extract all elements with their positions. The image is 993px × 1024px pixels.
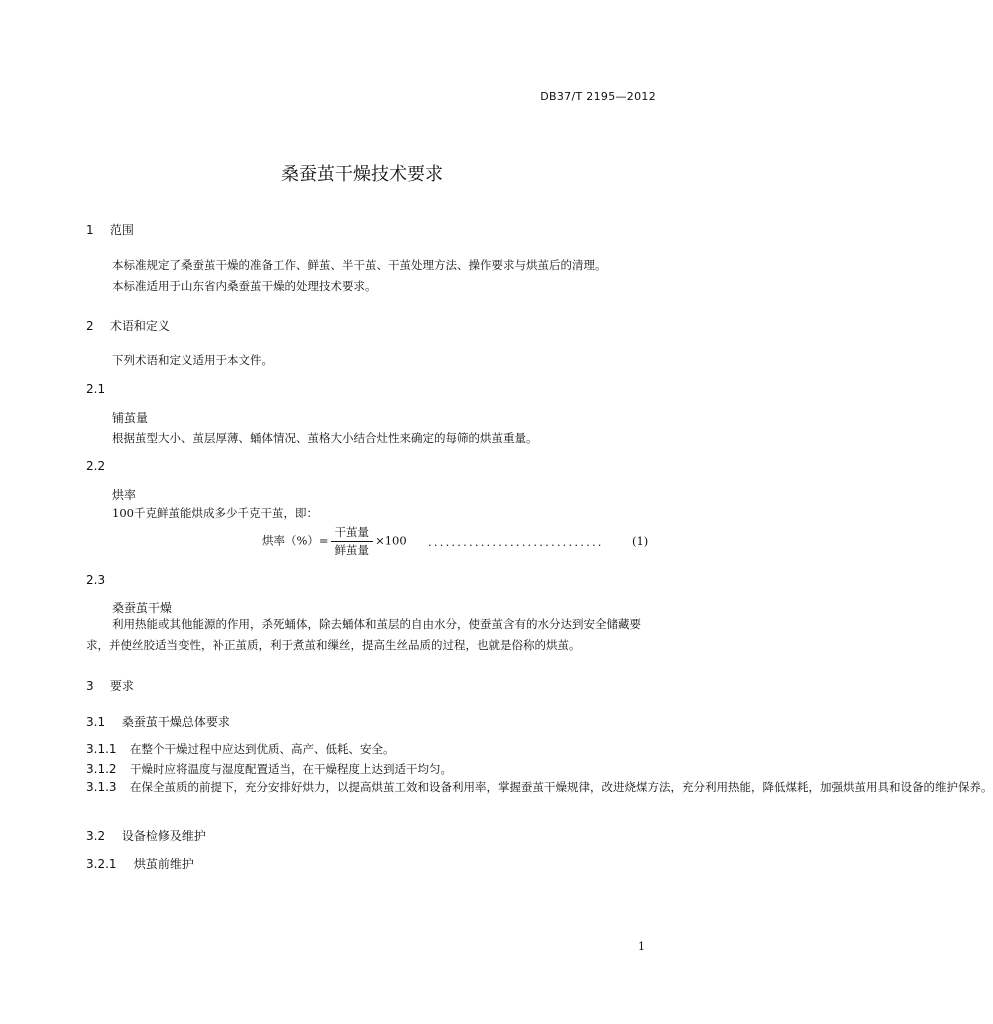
- clause-3-1-2: [86, 761, 452, 777]
- scope-paragraph-1: 本标准规定了桑蚕茧干燥的准备工作、鲜茧、半干茧、干茧处理方法、操作要求与烘茧后的清理。: [112, 258, 607, 272]
- section-2-heading: [86, 317, 170, 334]
- standard-number: DB37/T 2195—2012: [540, 90, 656, 103]
- term-2-2-number: 2.2: [86, 459, 106, 473]
- equation-number: (1): [632, 534, 649, 548]
- subsection-title: 设备检修及维护: [121, 829, 206, 843]
- formula-numerator: 干茧量: [331, 524, 374, 542]
- subsection-number: 3.2: [86, 829, 106, 843]
- section-number: 1: [86, 223, 94, 237]
- term-2-1-definition: 根据茧型大小、茧层厚薄、蛹体情况、茧格大小结合灶性来确定的每筛的烘茧重量。: [112, 431, 538, 445]
- section-number: 2: [86, 319, 94, 333]
- formula-rhs: ×100: [375, 533, 407, 548]
- clause-number: 3.1.3: [86, 780, 117, 794]
- scope-paragraph-2: 本标准适用于山东省内桑蚕茧干燥的处理技术要求。: [112, 279, 377, 293]
- clause-number: 3.1.2: [86, 762, 117, 776]
- formula-fraction: [331, 524, 374, 559]
- term-2-2-definition: 100千克鲜茧能烘成多少千克干茧，即：: [112, 506, 318, 520]
- clause-3-1-1: [86, 741, 395, 757]
- formula-denominator: 鲜茧量: [334, 543, 370, 557]
- subsection-3-1-heading: [86, 713, 230, 730]
- page-number: 1: [638, 940, 645, 953]
- subsection-number: 3.1: [86, 715, 106, 729]
- section-1-heading: [86, 221, 134, 238]
- section-3-heading: [86, 677, 134, 694]
- clause-number: 3.1.1: [86, 742, 117, 756]
- term-2-3-definition: 利用热能或其他能源的作用，杀死蛹体，除去蛹体和茧层的自由水分，使蚕茧含有的水分达到安全储藏要求，并使丝胶适当变性，补正茧质，利于煮茧和缫丝，提高生丝品质的过程，也就是俗称的烘茧。: [86, 617, 641, 652]
- term-2-2-name: 烘率: [112, 488, 137, 502]
- subsection-number: 3.2.1: [86, 857, 117, 871]
- section-number: 3: [86, 679, 94, 693]
- clause-text: 干燥时应将温度与湿度配置适当，在干燥程度上达到适干均匀。: [130, 762, 452, 776]
- term-2-1-name: 铺茧量: [112, 411, 149, 425]
- subsection-3-2-1-heading: [86, 855, 194, 872]
- term-2-1-number: 2.1: [86, 382, 106, 396]
- subsection-3-2-heading: [86, 827, 206, 844]
- drying-rate-formula: [262, 524, 407, 560]
- terms-intro: 下列术语和定义适用于本文件。: [112, 353, 273, 367]
- term-2-3-number: 2.3: [86, 573, 106, 587]
- term-2-3-name: 桑蚕茧干燥: [112, 601, 173, 615]
- formula-leader-dots: ..............................: [428, 535, 604, 549]
- clause-text: 在整个干燥过程中应达到优质、高产、低耗、安全。: [130, 742, 395, 756]
- section-title: 要求: [109, 679, 134, 693]
- section-title: 术语和定义: [109, 319, 170, 333]
- document-title: 桑蚕茧干燥技术要求: [281, 164, 443, 185]
- subsection-title: 烘茧前维护: [133, 857, 194, 871]
- formula-lhs: 烘率（%）=: [262, 533, 329, 548]
- clause-3-1-3: [86, 777, 993, 798]
- clause-text: 在保全茧质的前提下，充分安排好烘力，以提高烘茧工效和设备利用率，掌握蚕茧干燥规律，改进烧煤方法，充分利用热能，降低煤耗，加强烘茧用具和设备的维护保养。: [130, 780, 993, 794]
- section-title: 范围: [109, 223, 134, 237]
- subsection-title: 桑蚕茧干燥总体要求: [121, 715, 230, 729]
